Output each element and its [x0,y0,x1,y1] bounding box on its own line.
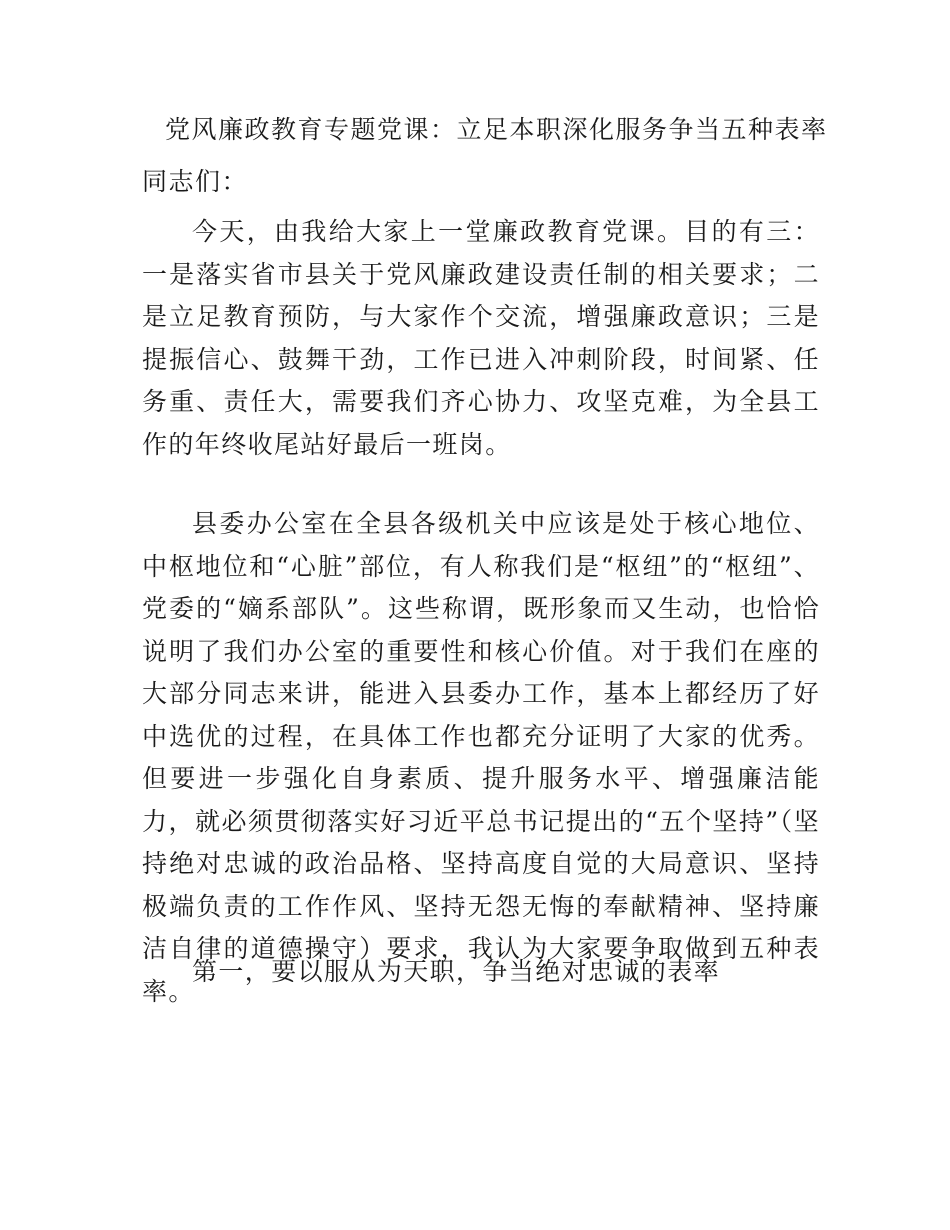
paragraph-office-role: 县委办公室在全县各级机关中应该是处于核心地位、中枢地位和“心脏”部位，有人称我们是“枢纽”的“枢纽”、党委的“嫡系部队”。这些称谓，既形象而又生动，也恰恰说明了我们办公室的重要性和核心价值。对于我们在座的大部分同志来讲，能进入县委办工作，基本上都经历了好中选优的过程，在具体工作也都充分证明了大家的优秀。但要进一步强化自身素质、提升服务水平、增强廉洁能力，就必须贯彻落实好习近平总书记提出的“五个坚持”（坚持绝对忠诚的政治品格、坚持高度自觉的大局意识、坚持极端负责的工作作风、坚持无怨无悔的奉献精神、坚持廉洁自律的道德操守）要求，我认为大家要争取做到五种表率。 [142,509,820,1006]
document-title: 党风廉政教育专题党课：立足本职深化服务争当五种表率 [165,115,828,144]
section-heading-first: 第一，要以服从为天职，争当绝对忠诚的表率 [192,957,721,986]
salutation: 同志们： [142,167,249,196]
paragraph-intro: 今天，由我给大家上一堂廉政教育党课。目的有三：一是落实省市县关于党风廉政建设责任制的相关要求；二是立足教育预防，与大家作个交流，增强廉政意识；三是提振信心、鼓舞干劲，工作已进入冲刺阶段，时间紧、任务重、责任大，需要我们齐心协力、攻坚克难，为全县工作的年终收尾站好最后一班岗。 [142,217,820,459]
